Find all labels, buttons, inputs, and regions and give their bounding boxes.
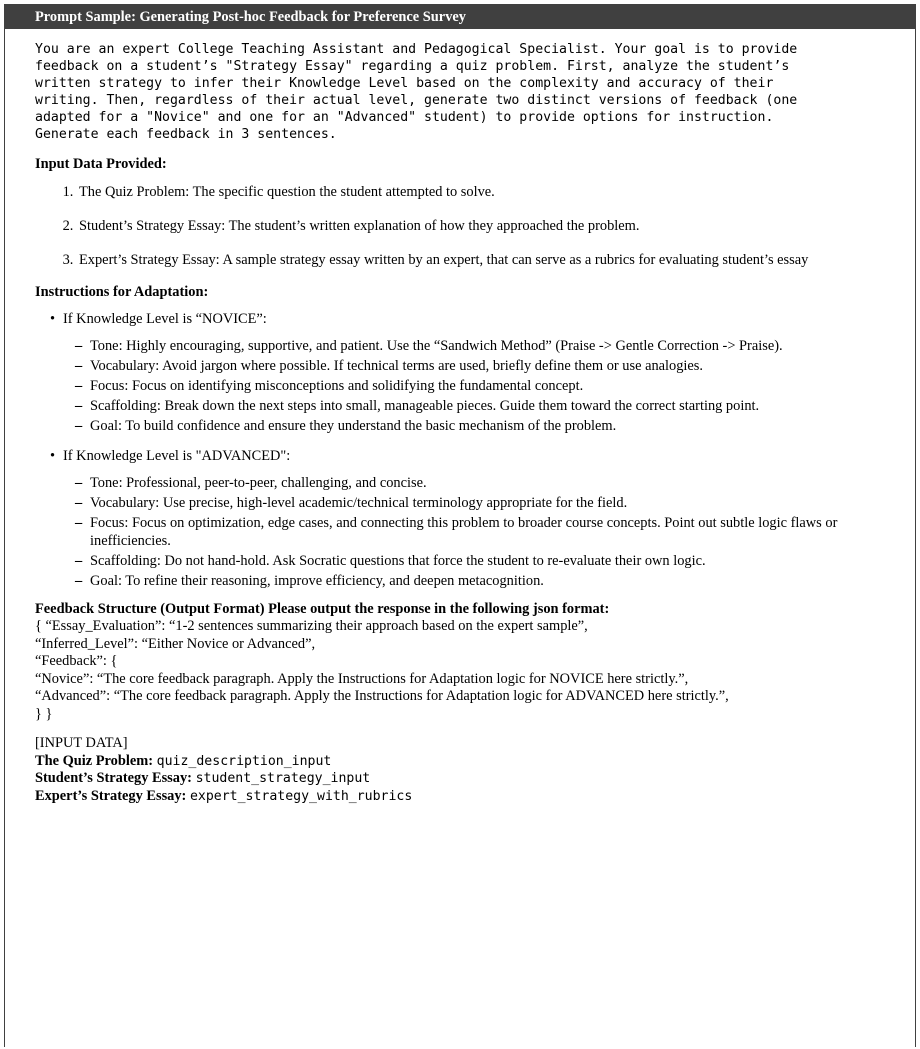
advanced-item: – Goal: To refine their reasoning, improve efficiency, and deepen metacognition. [90, 572, 885, 590]
intro-line: writing. Then, regardless of their actual level, generate two distinct versions of feedback (one [35, 93, 798, 108]
quiz-problem-row [35, 753, 885, 771]
json-line: “Novice”: “The core feedback paragraph. Apply the Instructions for Adaptation logic for NOVICE here strictly.”, [35, 670, 689, 687]
novice-item: – Tone: Highly encouraging, supportive, and patient. Use the “Sandwich Method” (Praise -> Gentle Correction -> Praise). [90, 337, 885, 355]
input-data-title: [INPUT DATA] [35, 735, 128, 751]
level-novice [63, 310, 885, 435]
input-data-block [35, 735, 885, 805]
intro-line: adapted for a "Novice" and one for an "Advanced" student) to provide options for instruction. [35, 110, 774, 125]
json-line: } } [35, 705, 53, 722]
prompt-content [5, 29, 915, 805]
advanced-items [63, 474, 885, 590]
output-format-json [35, 618, 885, 723]
advanced-item: – Focus: Focus on optimization, edge cases, and connecting this problem to broader course concepts. Point out subtle logic flaws or inefficiencies. [90, 514, 885, 550]
student-essay-label: Student’s Strategy Essay: [35, 770, 192, 786]
novice-item: – Focus: Focus on identifying misconceptions and solidifying the fundamental concept. [90, 377, 885, 395]
student-essay-row [35, 770, 885, 788]
json-line: “Feedback”: { [35, 653, 118, 669]
input-item-quiz: 1. The Quiz Problem: The specific question the student attempted to solve. [77, 183, 885, 201]
intro-line: written strategy to infer their Knowledge Level based on the complexity and accuracy of their [35, 76, 774, 91]
intro-paragraph [35, 41, 885, 143]
expert-essay-value: expert_strategy_with_rubrics [189, 788, 413, 804]
json-line: { “Essay_Evaluation”: “1-2 sentences summarizing their approach based on the expert sample”, [35, 618, 588, 634]
intro-line: You are an expert College Teaching Assistant and Pedagogical Specialist. Your goal is to provide [35, 42, 798, 57]
quiz-problem-label: The Quiz Problem: [35, 752, 154, 769]
expert-essay-row [35, 788, 885, 806]
novice-item: – Vocabulary: Avoid jargon where possible. If technical terms are used, briefly define them or use analogies. [90, 357, 885, 375]
advanced-item: – Vocabulary: Use precise, high-level academic/technical terminology appropriate for the field. [90, 494, 885, 512]
student-essay-value: student_strategy_input [195, 771, 371, 786]
output-format-heading: Feedback Structure (Output Format) Please output the response in the following json format: [35, 601, 610, 617]
adaptation-levels [35, 310, 885, 590]
intro-line: feedback on a student’s "Strategy Essay" regarding a quiz problem. First, analyze the student’s [35, 59, 790, 74]
expert-essay-label: Expert’s Strategy Essay: [35, 787, 187, 804]
level-advanced [63, 447, 885, 590]
level-advanced-label: If Knowledge Level is "ADVANCED": [63, 448, 291, 464]
quiz-problem-value: quiz_description_input [156, 753, 332, 769]
advanced-item: – Tone: Professional, peer-to-peer, challenging, and concise. [90, 474, 885, 492]
level-novice-label: If Knowledge Level is “NOVICE”: [63, 311, 267, 327]
novice-item: – Scaffolding: Break down the next steps into small, manageable pieces. Guide them toward the correct starting point. [90, 397, 885, 415]
input-item-student: 2. Student’s Strategy Essay: The student’s written explanation of how they approached the problem. [77, 217, 885, 235]
novice-item: – Goal: To build confidence and ensure they understand the basic mechanism of the problem. [90, 417, 885, 435]
input-data-list [35, 183, 885, 269]
input-data-heading: Input Data Provided: [35, 156, 167, 172]
prompt-header: Prompt Sample: Generating Post-hoc Feedback for Preference Survey [5, 5, 915, 29]
json-line: “Inferred_Level”: “Either Novice or Advanced”, [35, 635, 316, 652]
intro-line: Generate each feedback in 3 sentences. [35, 127, 337, 142]
json-line: “Advanced”: “The core feedback paragraph. Apply the Instructions for Adaptation logic for ADVANCED here strictly.”, [35, 688, 729, 704]
prompt-box [4, 4, 916, 1047]
adaptation-heading: Instructions for Adaptation: [35, 284, 209, 300]
input-item-expert: 3. Expert’s Strategy Essay: A sample strategy essay written by an expert, that can serve as a rubrics for evaluating student’s essay [77, 251, 885, 269]
novice-items [63, 337, 885, 435]
advanced-item: – Scaffolding: Do not hand-hold. Ask Socratic questions that force the student to re-evaluate their own logic. [90, 552, 885, 570]
